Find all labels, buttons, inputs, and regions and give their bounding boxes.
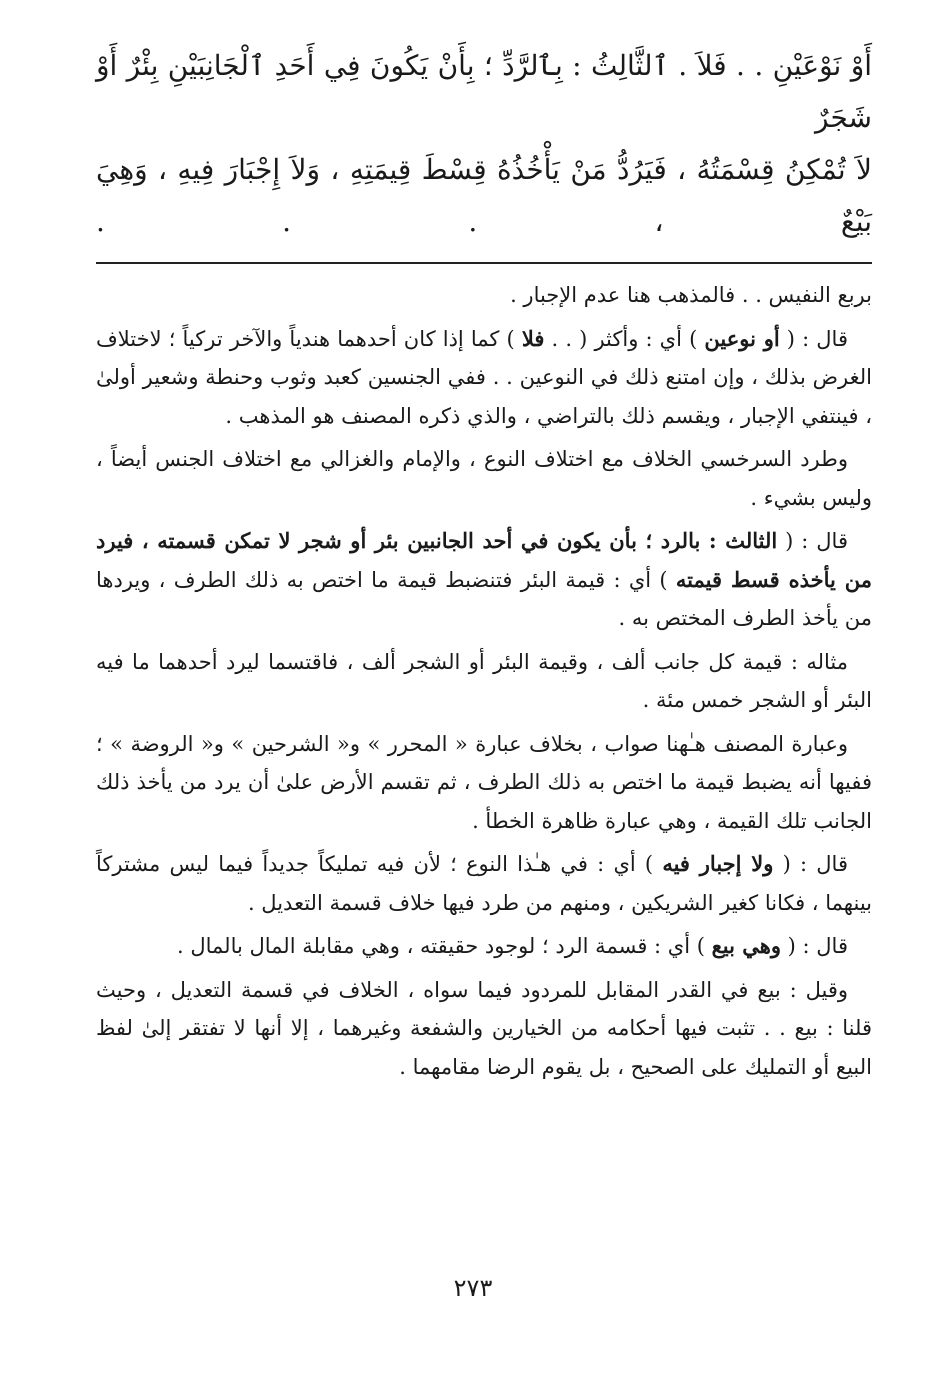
matn-line-2: لاَ تُمْكِنُ قِسْمَتُهُ ، فَيَرُدُّ مَنْ يَأْخُذُهُ قِسْطَ قِيمَتِهِ ، وَلاَ إِجْبَارَ فِيهِ ، وَهِيَ بَيْعٌ ، . . .	[96, 153, 872, 238]
paragraph-5: وعبارة المصنف هـٰهنا صواب ، بخلاف عبارة « المحرر » و« الشرحين » و« الروضة » ؛ ففيها أنه يضبط قيمة ما اختص به ذلك الطرف ، ثم تقسم الأرض علىٰ أن يرد من يأخذ ذلك الجانب تلك القيمة ، وهي عبارة ظاهرة الخطأ .	[96, 731, 872, 833]
paragraph-1-e: ) كما إذا كان أحدهما هندياً والآخر تركياً ؛ لاختلاف الغرض بذلك ، وإن امتنع ذلك في النوعين . . ففي الجنسين كعبد وثوب وحنطة وشعير أولىٰ ، فينتفي الإجبار ، ويقسم ذلك بالتراضي ، والذي ذكره المصنف هو المذهب .	[96, 326, 872, 428]
paragraph-3-quote: الثالث : بالرد ؛ بأن يكون في أحد الجانبين بئر أو شجر لا تمكن قسمته ، فيرد من يأخذه قسط قيمته	[96, 528, 872, 592]
matn-line-1: أَوْ نَوْعَيْنِ . . فَلاَ . ٱلثَّالِثُ : بِٱلرَّدِّ ؛ بِأَنْ يَكُونَ فِي أَحَدِ ٱلْجَانِبَيْنِ بِئْرٌ أَوْ شَجَرٌ	[96, 49, 872, 134]
paragraph-1-a: قال : (	[779, 326, 848, 351]
paragraph-7-quote: وهي بيع	[711, 933, 781, 958]
paragraph-1	[96, 320, 872, 436]
paragraph-0: بربع النفيس . . فالمذهب هنا عدم الإجبار .	[510, 283, 872, 307]
paragraph-3-c: ) أي : قيمة البئر فتنضبط قيمة ما اختص به ذلك الطرف ، ويردها من يأخذ الطرف المختص به .	[96, 567, 872, 630]
paragraph-3-a: قال : (	[777, 529, 848, 553]
separator-rule	[96, 262, 872, 264]
page-number: ٢٧٣	[453, 1274, 493, 1302]
paragraph-7	[96, 927, 872, 966]
paragraph-6-a: قال : (	[773, 852, 848, 876]
paragraph-7-c: ) أي : قسمة الرد ؛ لوجود حقيقته ، وهي مقابلة المال بالمال .	[177, 934, 712, 958]
paragraph-2: وطرد السرخسي الخلاف مع اختلاف النوع ، والإمام والغزالي مع اختلاف الجنس أيضاً ، وليس بشيء .	[96, 447, 872, 510]
paragraph-1-c: ) أي : وأكثر ( . .	[544, 326, 705, 351]
paragraph-6	[96, 845, 872, 922]
paragraph-7-a: قال : (	[781, 934, 848, 958]
paragraph-1-quote-2: فلا	[521, 325, 545, 351]
page-body	[96, 40, 872, 1091]
paragraph-3	[96, 522, 872, 638]
paragraph-6-c: ) أي : في هـٰذا النوع ؛ لأن فيه تمليكاً جديداً فيما ليس مشتركاً بينهما ، فكانا كغير الشريكين ، ومنهم من طرد فيها خلاف قسمة التعديل .	[96, 852, 872, 915]
paragraph-8: وقيل : بيع في القدر المقابل للمردود فيما سواه ، الخلاف في قسمة التعديل ، وحيث قلنا : بيع . . تثبت فيها أحكامه من الخيارين والشفعة وغيرهما ، إلا أنها لا تفتقر إلىٰ لفظ البيع أو التمليك على الصحيح ، بل يقوم الرضا مقامهما .	[96, 977, 872, 1079]
matn-block	[96, 40, 872, 248]
paragraph-4: مثاله : قيمة كل جانب ألف ، وقيمة البئر أو الشجر ألف ، فاقتسما ليرد أحدهما ما فيه البئر أو الشجر خمس مئة .	[96, 649, 872, 712]
commentary-block	[96, 276, 872, 1086]
paragraph-6-quote: ولا إجبار فيه	[662, 851, 774, 876]
paragraph-1-quote-1: أو نوعين	[704, 325, 780, 351]
